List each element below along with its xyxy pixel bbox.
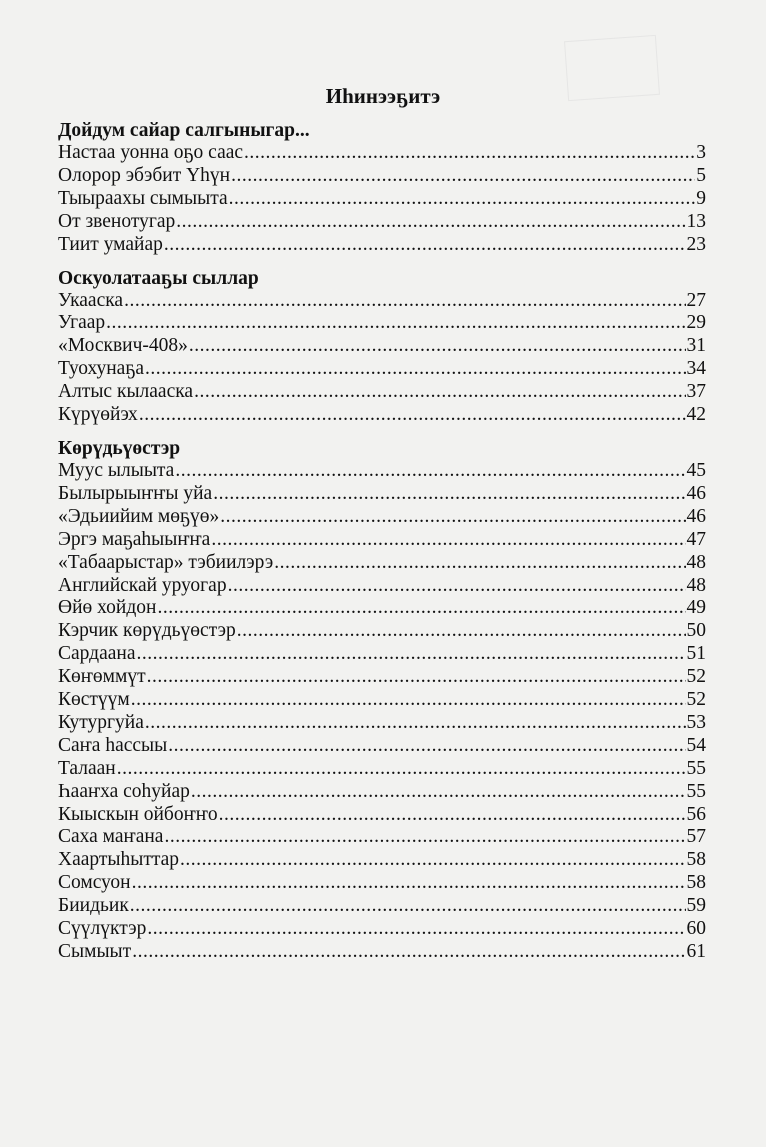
toc-entry (58, 381, 706, 404)
entry-page: 34 (686, 358, 706, 380)
toc-entry (58, 666, 706, 689)
entry-page: 46 (686, 482, 706, 504)
dot-leader (145, 358, 685, 381)
entry-page: 13 (686, 210, 706, 232)
entry-title: Укааска (58, 289, 124, 311)
dot-leader (175, 460, 685, 483)
entry-title: Алтыс кылааска (58, 381, 194, 403)
dot-leader (124, 290, 685, 313)
entry-page: 58 (686, 872, 706, 894)
entry-page: 57 (686, 826, 706, 848)
dot-leader (274, 552, 685, 575)
dot-leader (130, 895, 686, 918)
toc-entry (58, 758, 706, 781)
entry-title: «Эдьиийим мөҕүө» (58, 505, 220, 527)
dot-leader (180, 849, 685, 872)
entry-title: Өйө хойдон (58, 597, 157, 619)
entry-title: Кыыскын ойбоҥҥо (58, 803, 218, 825)
entry-title: Настаа уонна оҕо саас (58, 142, 244, 163)
toc-entry (58, 826, 706, 849)
toc-entry (58, 460, 706, 483)
entry-title: Туохунаҕа (58, 358, 145, 380)
entry-page: 52 (686, 689, 706, 711)
entry-title: Талаан (58, 757, 116, 779)
entry-title: Тыыраахы сымыыта (58, 187, 228, 209)
dot-leader (147, 666, 686, 689)
section-heading: Оскуолатааҕы сыллар (58, 267, 259, 289)
entry-title: Көстүүм (58, 689, 130, 711)
dot-leader (139, 404, 686, 427)
entry-page: 27 (686, 289, 706, 311)
dot-leader (164, 234, 686, 257)
entry-title: Саха маҥана (58, 826, 164, 848)
entry-title: Саҥа һассыы (58, 734, 168, 756)
table-of-contents (58, 119, 706, 964)
entry-title: Һааҥха соһуйар (58, 780, 190, 802)
dot-leader (131, 689, 686, 712)
entry-page: 58 (686, 849, 706, 871)
entry-title: Күрүөйэх (58, 404, 138, 426)
entry-page: 37 (686, 381, 706, 403)
toc-entry (58, 529, 706, 552)
dot-leader (228, 575, 686, 598)
dot-leader (164, 826, 685, 849)
entry-page: 48 (686, 574, 706, 596)
entry-page: 52 (686, 666, 706, 688)
entry-page: 47 (686, 528, 706, 550)
entry-page: 60 (686, 918, 706, 940)
toc-entry (58, 849, 706, 872)
toc-entry (58, 597, 706, 620)
toc-entry (58, 872, 706, 895)
entry-page: 5 (696, 164, 706, 186)
entry-title: Хаартыһыттар (58, 849, 180, 871)
toc-entry (58, 312, 706, 335)
toc-entry (58, 620, 706, 643)
toc-entry (58, 643, 706, 666)
entry-page: 55 (686, 780, 706, 802)
entry-title: «Табаарыстар» тэбиилэрэ (58, 551, 274, 573)
entry-title: Тиит умайар (58, 233, 163, 255)
entry-title: Кутургуйа (58, 711, 144, 733)
toc-entry (58, 404, 706, 427)
entry-title: Кэрчик көрүдьүөстэр (58, 620, 236, 642)
entry-title: Көҥөммүт (58, 666, 146, 688)
dot-leader (157, 597, 685, 620)
dot-leader (220, 506, 685, 529)
entry-title: Сымыыт (58, 941, 132, 962)
toc-entry (58, 575, 706, 598)
dot-leader (168, 735, 685, 758)
dot-leader (219, 804, 686, 827)
entry-title: Муус ылыыта (58, 459, 175, 481)
toc-entry (58, 142, 706, 165)
dot-leader (213, 483, 685, 506)
entry-page: 45 (686, 459, 706, 481)
toc-entry (58, 358, 706, 381)
entry-page: 31 (686, 335, 706, 357)
toc-entry (58, 895, 706, 918)
dot-leader (237, 620, 686, 643)
toc-entry (58, 804, 706, 827)
entry-title: Биидьик (58, 895, 129, 917)
entry-title: Английскай уруогар (58, 574, 227, 596)
section-heading: Дойдум сайар салгыныгар... (58, 120, 310, 141)
entry-title: Эргэ маҕаһыыҥҥа (58, 528, 211, 550)
entry-page: 61 (686, 941, 706, 962)
toc-entry (58, 941, 706, 964)
dot-leader (191, 781, 686, 804)
toc-entry (58, 506, 706, 529)
dot-leader (229, 188, 696, 211)
toc-entry (58, 483, 706, 506)
entry-page: 46 (686, 505, 706, 527)
dot-leader (244, 142, 695, 165)
entry-page: 3 (696, 142, 706, 163)
entry-page: 55 (686, 757, 706, 779)
entry-page: 23 (686, 233, 706, 255)
dot-leader (132, 941, 685, 964)
entry-page: 51 (686, 643, 706, 665)
entry-page: 53 (686, 711, 706, 733)
toc-entry (58, 290, 706, 313)
dot-leader (211, 529, 685, 552)
toc-entry (58, 335, 706, 358)
dot-leader (147, 918, 685, 941)
entry-page: 54 (686, 734, 706, 756)
toc-entry (58, 211, 706, 234)
entry-title: Сардаана (58, 643, 136, 665)
toc-entry (58, 165, 706, 188)
toc-entry (58, 188, 706, 211)
entry-title: Сүүлүктэр (58, 918, 147, 940)
dot-leader (106, 312, 685, 335)
entry-page: 9 (696, 187, 706, 209)
entry-title: «Москвич-408» (58, 335, 188, 357)
entry-page: 49 (686, 597, 706, 619)
toc-entry (58, 234, 706, 257)
toc-entry (58, 552, 706, 575)
dot-leader (117, 758, 686, 781)
toc-entry (58, 735, 706, 758)
dot-leader (136, 643, 685, 666)
entry-page: 56 (686, 803, 706, 825)
dot-leader (145, 712, 686, 735)
toc-entry (58, 781, 706, 804)
entry-page: 42 (686, 404, 706, 426)
entry-title: Сомсуон (58, 872, 131, 894)
entry-page: 48 (686, 551, 706, 573)
toc-entry (58, 689, 706, 712)
toc-entry (58, 918, 706, 941)
dot-leader (176, 211, 685, 234)
dot-leader (194, 381, 685, 404)
entry-title: Олорор эбэбит Үһүн (58, 164, 231, 186)
dot-leader (231, 165, 695, 188)
page-title: Иһинээҕитэ (325, 84, 441, 108)
entry-page: 59 (686, 895, 706, 917)
entry-title: Былырыыҥҥы уйа (58, 482, 213, 504)
dot-leader (132, 872, 686, 895)
toc-entry (58, 712, 706, 735)
entry-page: 50 (686, 620, 706, 642)
dot-leader (189, 335, 686, 358)
entry-title: От звенотугар (58, 210, 176, 232)
section-heading: Көрүдьүөстэр (58, 437, 181, 459)
entry-title: Угаар (58, 312, 106, 334)
entry-page: 29 (686, 312, 706, 334)
